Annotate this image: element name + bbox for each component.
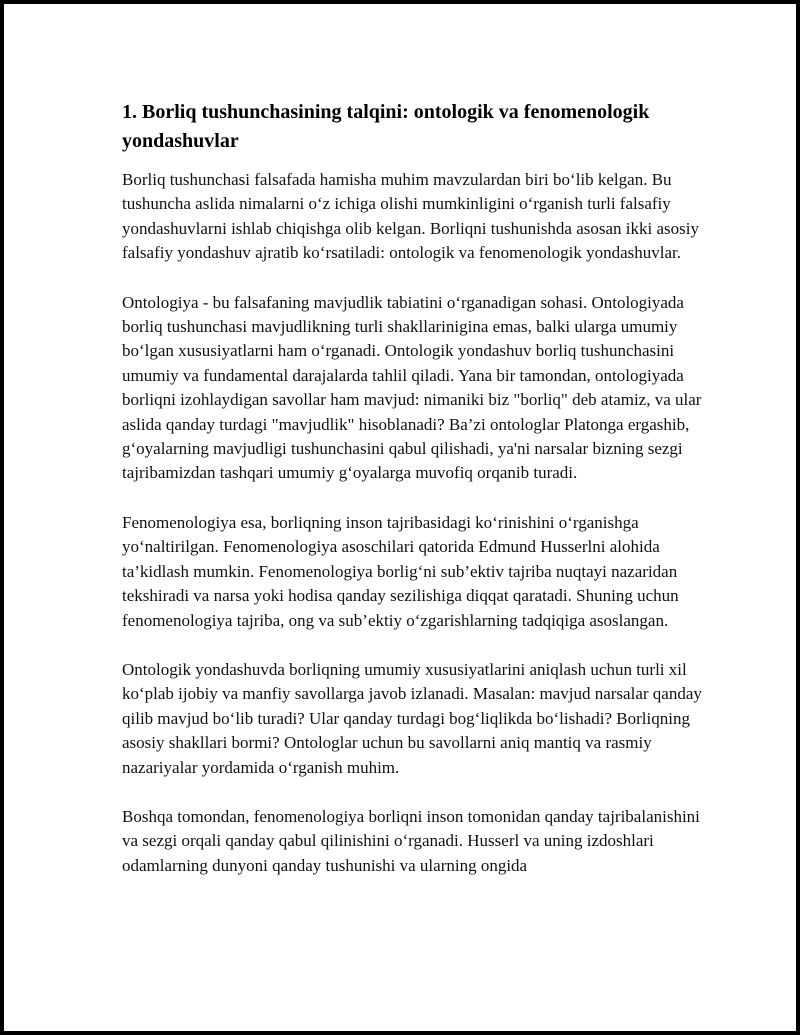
paragraph-ontologik-yondashuv: Ontologik yondashuvda borliqning umumiy xususiyatlarini aniqlash uchun turli xil ko‘plab ijobiy va manfiy savollarga javob izlanadi. Masalan: mavjud narsalar qanday qilib mavjud bo‘lib turadi? Ular qanday turdagi bog‘liqlikda bo‘lishadi? Borliqning asosiy shakllari bormi? Ontologlar uchun bu savollarni aniq mantiq va rasmiy nazariyalar yordamida o‘rganish muhim.: [122, 659, 702, 777]
paragraph-fenomenologiya: Fenomenologiya esa, borliqning inson tajribasidagi ko‘rinishini o‘rganishga yo‘naltirilgan. Fenomenologiya asoschilari qatorida Edmund Husserlni alohida ta’kidlash mumkin. Fenomenologiya borlig‘ni sub’ektiv tajriba nuqtayi nazaridan tekshiradi va narsa yoki hodisa qanday sezilishiga diqqat qaratadi. Shuning uchun fenomenologiya tajriba, ong va sub’ektiy o‘zgarishlarning tadqiqiga asoslangan.: [122, 512, 679, 630]
paragraph-borliq-intro: Borliq tushunchasi falsafada hamisha muhim mavzulardan biri bo‘lib kelgan. Bu tushuncha aslida nimalarni o‘z ichiga olishi mumkinligini o‘rganish turli falsafiy yondashuvlarni ishlab chiqishga olib kelgan. Borliqni tushunishda asosan ikki asosiy falsafiy yondashuv ajratib ko‘rsatiladi: ontologik va fenomenologik yondashuvlar.: [122, 170, 699, 263]
section-heading: 1. Borliq tushunchasining talqini: ontologik va fenomenologik yondashuvlar: [122, 101, 650, 152]
paragraph-ontologiya: Ontologiya - bu falsafaning mavjudlik tabiatini o‘rganadigan sohasi. Ontologiyada borliq tushunchasi mavjudlikning turli shakllariniginа emas, balki ularga umumiy bo‘lgan xususiyatlarni ham o‘rganadi. Ontologik yondashuv borliq tushunchasini umumiy va fundamental darajalarda tahlil qiladi. Yana bir tamondan, ontologiyada borliqni izohlaydigan savollar ham mavjud: nimaniki biz "borliq" deb atamiz, va ular aslida qanday turdagi "mavjudlik" hisoblanadi? Ba’zi ontologlar Platonga ergashib, g‘oyalarning mavjudligi tushunchasini qabul qilishadi, ya'ni narsalar bizning sezgi tajribamizdan tashqari umumiy g‘oyalarga muvofiq orqanib turadi.: [122, 292, 702, 483]
document-body: [122, 98, 702, 903]
paragraph-boshqa-tomondan: Boshqa tomondan, fenomenologiya borliqni inson tomonidan qanday tajribalanishini va sezgi orqali qanday qabul qilinishini o‘rganadi. Husserl va uning izdoshlari odamlarning dunyoni qanday tushunishi va ularning ongida: [122, 806, 700, 875]
